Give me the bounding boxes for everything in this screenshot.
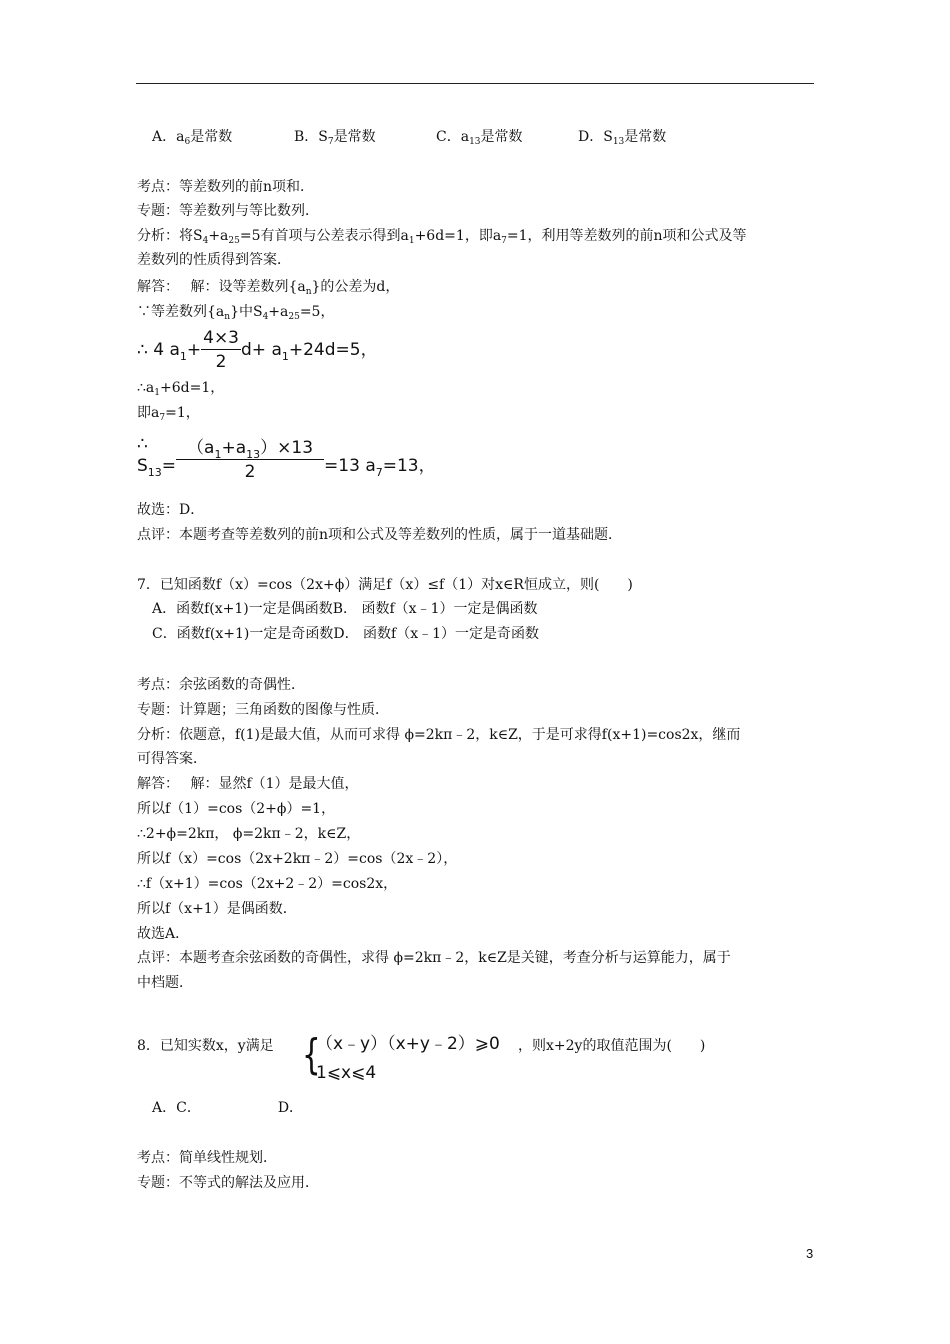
q7-stem: 7．已知函数f（x）=cos（2x+ϕ）满足f（x）≤f（1）对x∈R恒成立，则( ) (137, 577, 633, 593)
q6-step1: $\therefore a_1+6d=1$， (137, 380, 225, 398)
q7-jieda-line4: 所以f（x）=cos（2x+2kπ﹣2）=cos（2x﹣2）， (137, 851, 458, 867)
q7-zhuanti: 专题：计算题；三角函数的图像与性质． (137, 702, 389, 718)
q6-fenxi-line1: 分析：将$S_4+a_{25}=5$有首项与公差表示得到$a_1+6d=1$，即$a_7=1$，利用等差数列的前n项和公式及等 (137, 228, 747, 246)
q6-eq1-fraction: $\frac{4\times 3}{2}$ (203, 328, 240, 372)
q7-guxuan: 故选A． (137, 926, 190, 942)
q6-option-b: B．$S_7$是常数 (294, 129, 376, 147)
q7-dianping-line1: 点评：本题考查余弦函数的奇偶性，求得 ϕ=2kπ﹣2，k∈Z是关键，考查分析与运算能力，属于 (137, 950, 731, 966)
q8-constraint-1: （x﹣y）（x+y﹣2）⩾0 (316, 1034, 500, 1054)
q7-option-c: C．函数f(x+1)一定是奇函数 (152, 626, 334, 642)
q7-fenxi-line1: 分析：依题意，f(1)是最大值，从而可求得 ϕ=2kπ﹣2，k∈Z，于是可求得f(x+1)=cos2x，继而 (137, 727, 741, 743)
q8-options: A．C． D． (152, 1100, 304, 1116)
q7-jieda-line2: 所以f（1）=cos（2+ϕ）=1， (137, 801, 336, 817)
q8-left-brace: { (302, 1030, 321, 1079)
q6-option-a: A．$a_6$是常数 (152, 129, 233, 147)
q7-fenxi-line2: 可得答案． (137, 751, 207, 767)
q8-stem-post: ，则x+2y的取值范围为( ) (518, 1038, 706, 1054)
q7-options-row1 (152, 599, 537, 619)
q8-stem-pre: 8．已知实数x，y满足 (137, 1038, 274, 1054)
q7-options-row2 (152, 624, 539, 644)
q8-zhuanti: 专题：不等式的解法及应用． (137, 1175, 319, 1191)
q8-kaodian: 考点：简单线性规划． (137, 1150, 277, 1166)
q6-dianping: 点评：本题考查等差数列的前n项和公式及等差数列的性质，属于一道基础题． (137, 527, 623, 543)
q6-fenxi-line2: 差数列的性质得到答案． (137, 252, 291, 268)
q6-equation-1: ∴ 4 $a_1+$ $\frac{4\times 3}{2}$ $d+ a_1+24d=5$， (137, 328, 378, 372)
q7-kaodian: 考点：余弦函数的奇偶性． (137, 677, 305, 693)
q6-step2: 即$a_7=1$， (137, 405, 200, 423)
q6-zhuanti: 专题：等差数列与等比数列． (137, 203, 319, 219)
q6-guxuan: 故选：D． (137, 502, 205, 518)
q6-eq2-fraction: $\frac{(a_1+a_{13})\times 13}{2}$ (176, 465, 324, 483)
q6-kaodian: 考点：等差数列的前n项和． (137, 179, 315, 195)
q6-equation-2: ∴ $S_{13}=$ $\frac{(a_1+a_{13})\times 13}{2}$ =13 $a_7=13$， (137, 434, 436, 482)
q8-constraint-2: 1⩽x⩽4 (316, 1063, 377, 1083)
q6-because-line: ∵等差数列$\{a_n\}$中$S_4+a_{25}=5$， (137, 304, 335, 322)
q7-jieda-line6: 所以f（x+1）是偶函数． (137, 901, 297, 917)
page-number: 3 (806, 1246, 814, 1261)
q7-option-b: B． 函数f（x﹣1）一定是偶函数 (332, 601, 538, 617)
q6-option-c: C．$a_{13}$是常数 (436, 129, 523, 147)
q7-dianping-line2: 中档题． (137, 975, 193, 991)
q7-jieda-line1: 解答： 解：显然f（1）是最大值， (137, 776, 359, 792)
q7-option-a: A．函数f(x+1)一定是偶函数 (152, 601, 333, 617)
header-rule (136, 83, 814, 84)
q6-options (152, 127, 666, 147)
q7-jieda-line3: ∴2+ϕ=2kπ， ϕ=2kπ﹣2，k∈Z， (137, 826, 361, 842)
q6-option-d: D．$S_{13}$是常数 (578, 129, 667, 147)
q7-jieda-line5: ∴f（x+1）=cos（2x+2﹣2）=cos2x， (137, 876, 398, 892)
q7-option-d: D． 函数f（x﹣1）一定是奇函数 (333, 626, 540, 642)
q6-jieda-line1: 解答： 解：设等差数列$\{a_n\}$的公差为d， (137, 279, 400, 297)
